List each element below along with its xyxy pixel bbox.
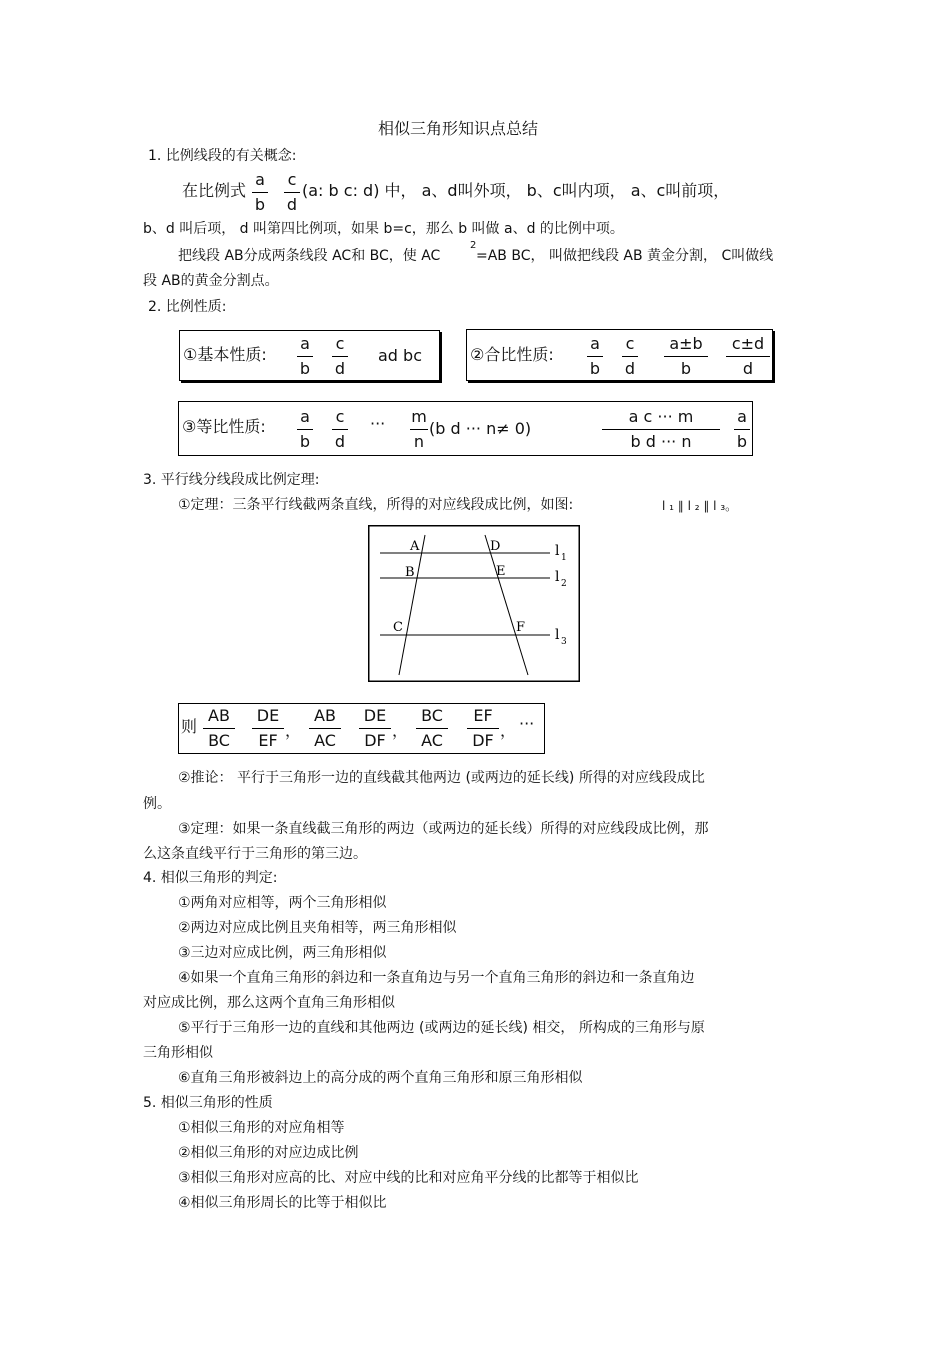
point-F: F <box>516 620 526 635</box>
point-E: E <box>496 564 506 579</box>
golden-section-line1a: 把线段 AB分成两条线段 AC和 BC，使 AC <box>178 248 441 264</box>
sum-fraction-c-d: c d <box>622 334 638 379</box>
proportion-terms-line2: b、d 叫后项， d 叫第四比例项，如果 b=c，那么 b 叫做 a、d 的比例中项。 <box>143 221 624 237</box>
proportion-intro: 在比例式 <box>182 181 247 200</box>
label-l3: l <box>555 627 560 643</box>
criterion-4-line2: 对应成比例，那么这两个直角三角形相似 <box>143 995 395 1011</box>
sum-fraction-c-pm-d: c±d d <box>726 334 770 379</box>
ratio-AB-BC: AB BC <box>203 706 235 751</box>
converse-theorem-line2: 么这条直线平行于三角形的第三边。 <box>143 846 367 862</box>
criterion-4-line1: ④如果一个直角三角形的斜边和一条直角边与另一个直角三角形的斜边和一条直角边 <box>178 970 695 986</box>
point-D: D <box>490 539 501 554</box>
converse-theorem-line1: ③定理：如果一条直线截三角形的两边（或两边的延长线）所得的对应线段成比例，那 <box>178 821 709 837</box>
equal-fraction-result: a b <box>734 407 750 452</box>
ellipsis: ··· <box>370 414 386 433</box>
proportion-terms: (a: b c: d) 中， a、d叫外项， b、c叫内项， a、c叫前项， <box>302 181 730 200</box>
sum-fraction-a-b: a b <box>587 334 603 379</box>
section-1-heading: 1. 比例线段的有关概念: <box>148 148 297 164</box>
figure-frame <box>369 526 580 682</box>
section-2-heading: 2. 比例性质: <box>148 299 227 315</box>
property-3: ③相似三角形对应高的比、对应中线的比和对应角平分线的比都等于相似比 <box>178 1170 639 1186</box>
label-l2-sub: 2 <box>561 579 567 589</box>
criterion-2: ②两边对应成比例且夹角相等，两三角形相似 <box>178 920 457 936</box>
property-4: ④相似三角形周长的比等于相似比 <box>178 1195 387 1211</box>
ratio-then: 则 <box>181 717 198 736</box>
point-B: B <box>405 565 415 580</box>
equal-ratio-condition: (b d ··· n≠ 0) <box>429 419 532 438</box>
basic-property-label: ①基本性质: <box>183 345 267 364</box>
property-1: ①相似三角形的对应角相等 <box>178 1120 345 1136</box>
transversal-right <box>485 535 528 675</box>
label-l1-sub: 1 <box>561 553 567 563</box>
comma-3: ， <box>500 721 517 740</box>
criterion-6: ⑥直角三角形被斜边上的高分成的两个直角三角形和原三角形相似 <box>178 1070 583 1086</box>
sum-fraction-a-pm-b: a±b b <box>664 334 708 379</box>
basic-fraction-c-d: c d <box>332 334 348 379</box>
theorem-statement: ①定理：三条平行线截两条直线，所得的对应线段成比例，如图: <box>178 497 574 513</box>
corollary-line2: 例。 <box>143 796 171 812</box>
criterion-5-line2: 三角形相似 <box>143 1045 213 1061</box>
property-2: ②相似三角形的对应边成比例 <box>178 1145 359 1161</box>
label-l3-sub: 3 <box>561 637 567 647</box>
page-title: 相似三角形知识点总结 <box>378 119 539 138</box>
fraction-c-d: c d <box>284 170 300 215</box>
ratio-DE-EF: DE EF <box>252 706 284 751</box>
corollary-line1: ②推论： 平行于三角形一边的直线截其他两边 (或两边的延长线) 所得的对应线段成比 <box>178 770 705 786</box>
ratio-AB-AC: AB AC <box>309 706 341 751</box>
comma-2: ， <box>392 721 409 740</box>
superscript-2: 2 <box>470 240 477 251</box>
equal-fraction-m-n: m n <box>411 407 427 451</box>
label-l2: l <box>555 569 560 585</box>
point-C: C <box>393 620 403 635</box>
section-3-heading: 3. 平行线分线段成比例定理: <box>143 472 320 488</box>
sum-property-label: ②合比性质: <box>470 345 554 364</box>
section-4-heading: 4. 相似三角形的判定: <box>143 870 278 886</box>
section-5-heading: 5. 相似三角形的性质 <box>143 1095 273 1111</box>
transversal-left <box>399 535 425 675</box>
ratio-ellipsis: ··· <box>519 714 535 733</box>
point-A: A <box>410 539 420 554</box>
comma-1: ， <box>285 721 302 740</box>
fraction-a-b: a b <box>252 170 268 215</box>
equal-fraction-a-b: a b <box>297 407 313 452</box>
golden-section-line2: 段 AB的黄金分割点。 <box>143 273 279 289</box>
criterion-5-line1: ⑤平行于三角形一边的直线和其他两边 (或两边的延长线) 相交， 所构成的三角形与原 <box>178 1020 705 1036</box>
parallel-lines-figure <box>368 525 580 682</box>
basic-property-result: ad bc <box>378 346 422 365</box>
parallel-lines-note: l ₁ ∥ l ₂ ∥ l ₃。 <box>662 499 738 513</box>
label-l1: l <box>555 543 560 559</box>
golden-section-line1b: =AB BC， 叫做把线段 AB 黄金分割， C叫做线 <box>476 248 774 264</box>
basic-fraction-a-b: a b <box>297 334 313 379</box>
equal-fraction-c-d: c d <box>332 407 348 452</box>
criterion-1: ①两角对应相等，两个三角形相似 <box>178 895 387 911</box>
criterion-3: ③三边对应成比例，两三角形相似 <box>178 945 387 961</box>
ratio-EF-DF: EF DF <box>467 706 499 751</box>
equal-fraction-sum: a c ··· m b d ··· n <box>602 407 720 452</box>
equal-ratio-label: ③等比性质: <box>182 417 266 436</box>
ratio-DE-DF: DE DF <box>359 706 391 751</box>
ratio-BC-AC: BC AC <box>416 706 448 751</box>
